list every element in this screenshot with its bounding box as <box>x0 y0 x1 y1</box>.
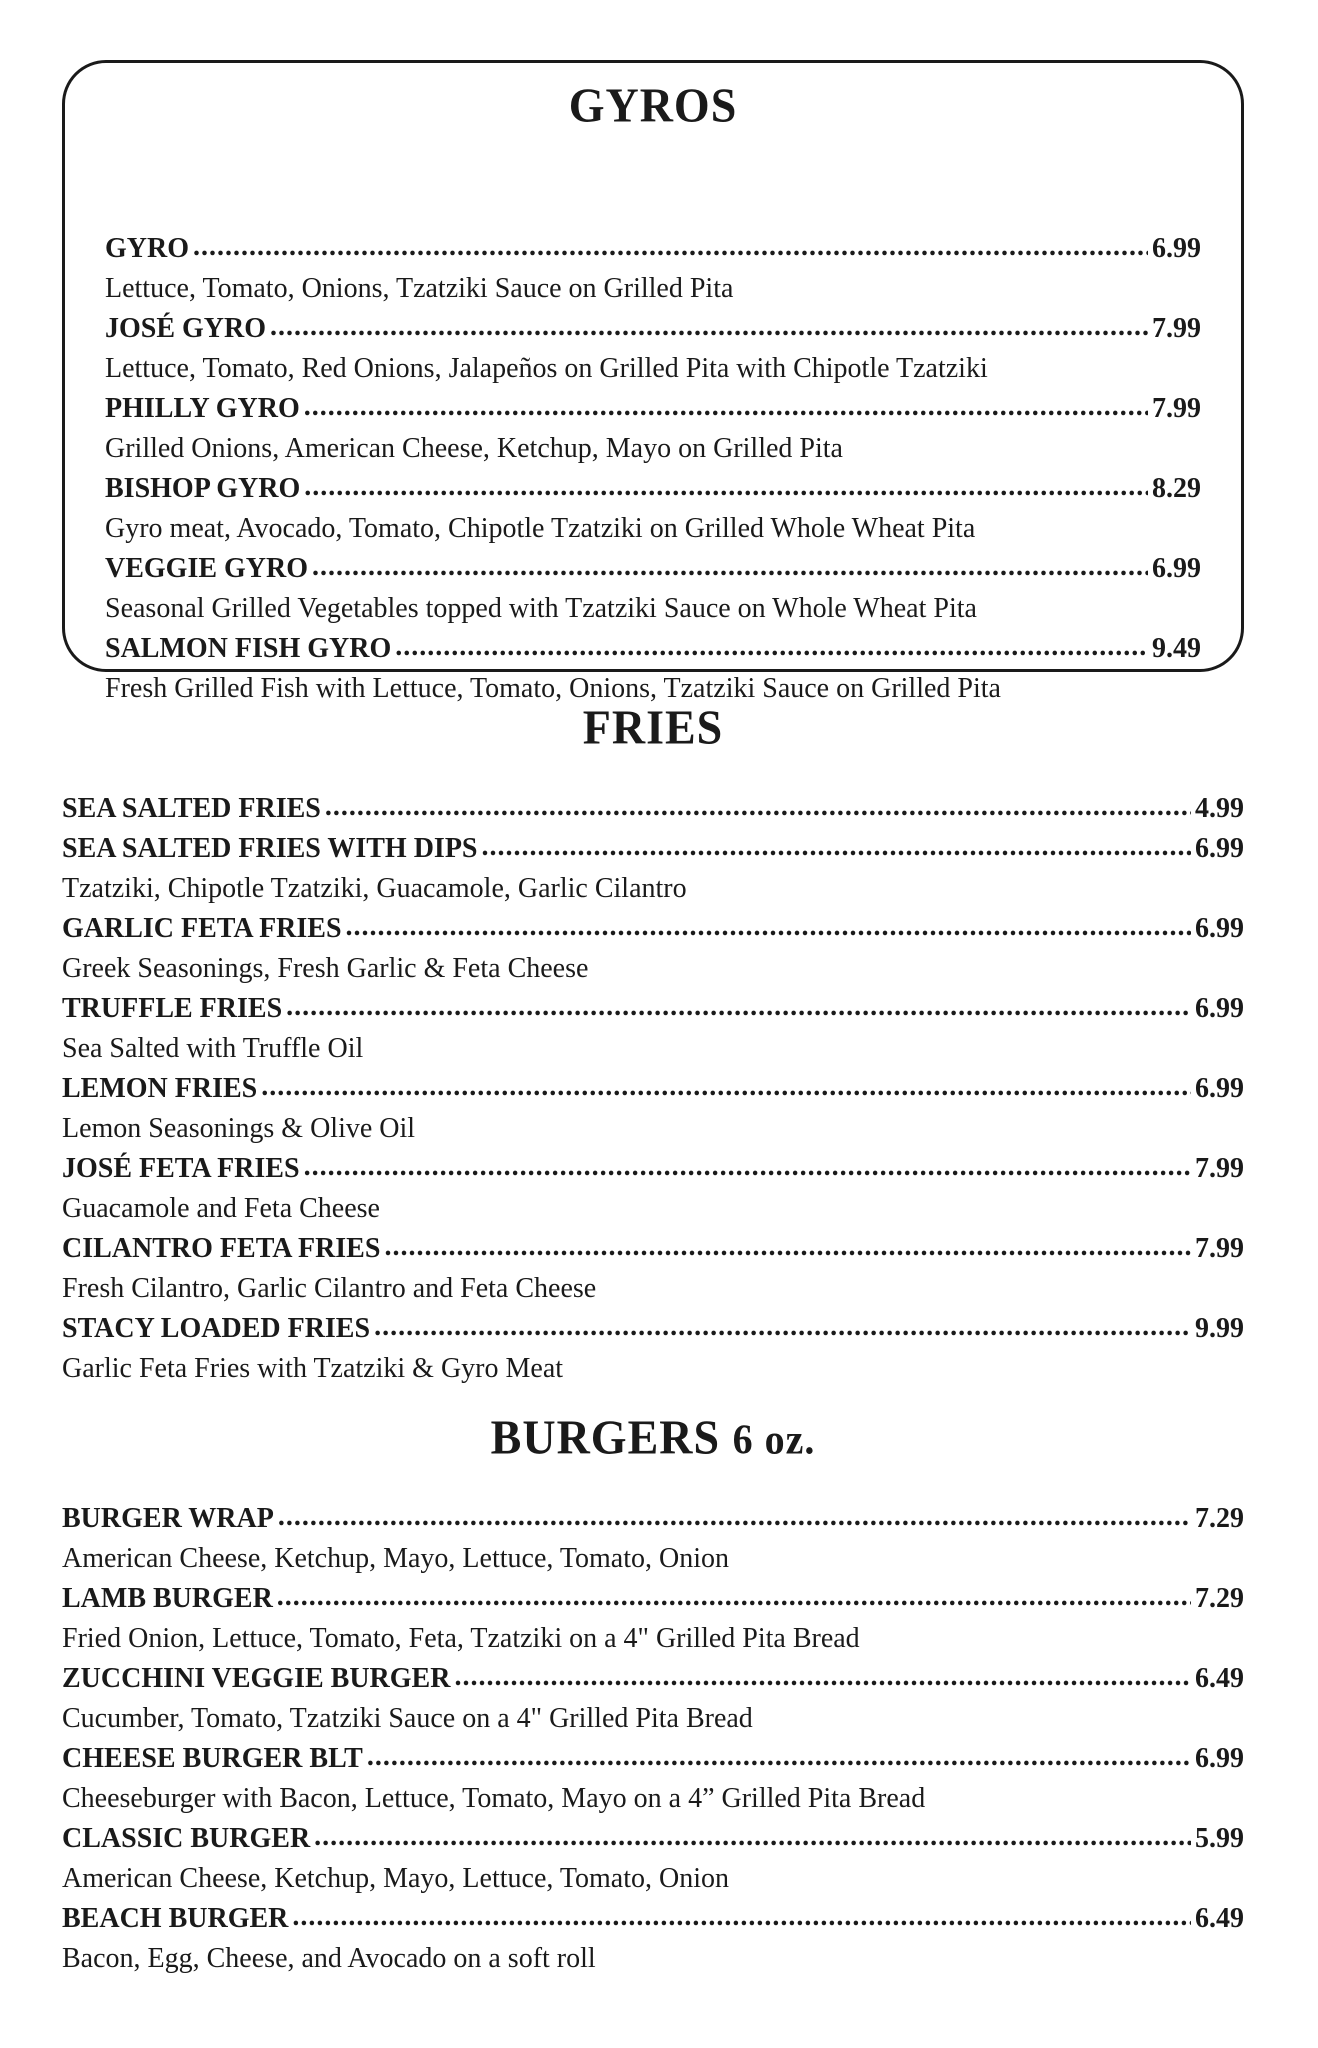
dot-leader <box>367 1737 1191 1777</box>
menu-item-row <box>105 549 1201 589</box>
item-name: ZUCCHINI VEGGIE BURGER <box>62 1663 451 1694</box>
item-price: 9.49 <box>1152 633 1201 664</box>
item-description: Fresh Grilled Fish with Lettuce, Tomato, Onions, Tzatziki Sauce on Grilled Pita <box>105 673 1001 704</box>
item-description: Greek Seasonings, Fresh Garlic & Feta Cheese <box>62 953 589 984</box>
item-name: CHEESE BURGER BLT <box>62 1743 363 1774</box>
burgers-title-text: BURGERS <box>490 1410 721 1464</box>
dot-leader <box>374 1307 1191 1347</box>
dot-leader <box>286 987 1191 1027</box>
dot-leader <box>384 1227 1191 1267</box>
burgers-title <box>62 1410 1244 1477</box>
item-price: 8.29 <box>1152 473 1201 504</box>
dot-leader <box>346 907 1191 947</box>
item-price: 7.99 <box>1152 393 1201 424</box>
item-description: American Cheese, Ketchup, Mayo, Lettuce, Tomato, Onion <box>62 1543 729 1574</box>
menu-item-row <box>62 1659 1244 1699</box>
item-name: GARLIC FETA FRIES <box>62 913 342 944</box>
item-name: GYRO <box>105 233 189 264</box>
burgers-subtitle: 6 oz. <box>732 1415 816 1463</box>
menu-item-row <box>105 629 1201 669</box>
burgers-section <box>62 1410 1244 1979</box>
item-description: Seasonal Grilled Vegetables topped with Tzatziki Sauce on Whole Wheat Pita <box>105 593 977 624</box>
dot-leader <box>304 1147 1191 1187</box>
item-price: 7.99 <box>1195 1153 1244 1184</box>
item-description: Lettuce, Tomato, Red Onions, Jalapeños on Grilled Pita with Chipotle Tzatziki <box>105 353 988 384</box>
item-description: Gyro meat, Avocado, Tomato, Chipotle Tzatziki on Grilled Whole Wheat Pita <box>105 513 976 544</box>
dot-leader <box>193 227 1148 267</box>
item-price: 6.99 <box>1195 1073 1244 1104</box>
item-name: CLASSIC BURGER <box>62 1823 311 1854</box>
menu-item-row <box>62 989 1244 1029</box>
burgers-items <box>62 1499 1244 1979</box>
dot-leader <box>325 787 1191 827</box>
item-price: 7.29 <box>1195 1583 1244 1614</box>
item-price: 6.99 <box>1195 993 1244 1024</box>
dot-leader <box>270 307 1148 347</box>
item-name: LEMON FRIES <box>62 1073 258 1104</box>
item-name: SALMON FISH GYRO <box>105 633 392 664</box>
item-price: 7.99 <box>1195 1233 1244 1264</box>
item-description: American Cheese, Ketchup, Mayo, Lettuce, Tomato, Onion <box>62 1863 729 1894</box>
menu-item-row <box>105 229 1201 269</box>
item-name: BEACH BURGER <box>62 1903 289 1934</box>
menu-item-row <box>62 1069 1244 1109</box>
menu-item-row <box>62 1899 1244 1939</box>
dot-leader <box>314 1817 1191 1857</box>
item-description: Cucumber, Tomato, Tzatziki Sauce on a 4" Grilled Pita Bread <box>62 1703 753 1734</box>
dot-leader <box>304 467 1148 507</box>
item-name: LAMB BURGER <box>62 1583 273 1614</box>
item-price: 7.99 <box>1152 313 1201 344</box>
item-name: BURGER WRAP <box>62 1503 274 1534</box>
menu-item-row <box>62 789 1244 829</box>
item-price: 6.99 <box>1152 233 1201 264</box>
dot-leader <box>482 827 1191 867</box>
item-price: 6.49 <box>1195 1663 1244 1694</box>
item-description: Lemon Seasonings & Olive Oil <box>62 1113 416 1144</box>
menu-item-row <box>62 1149 1244 1189</box>
menu-item-row <box>62 1739 1244 1779</box>
item-description: Sea Salted with Truffle Oil <box>62 1033 364 1064</box>
item-name: SEA SALTED FRIES <box>62 793 321 824</box>
item-price: 6.99 <box>1195 833 1244 864</box>
item-description: Tzatziki, Chipotle Tzatziki, Guacamole, Garlic Cilantro <box>62 873 687 904</box>
item-name: PHILLY GYRO <box>105 393 300 424</box>
item-description: Bacon, Egg, Cheese, and Avocado on a soft roll <box>62 1943 596 1974</box>
menu-item-row <box>62 1579 1244 1619</box>
item-price: 6.99 <box>1195 913 1244 944</box>
item-name: TRUFFLE FRIES <box>62 993 283 1024</box>
item-name: CILANTRO FETA FRIES <box>62 1233 381 1264</box>
menu-item-row <box>62 1229 1244 1269</box>
item-price: 4.99 <box>1195 793 1244 824</box>
item-description: Garlic Feta Fries with Tzatziki & Gyro Meat <box>62 1353 564 1384</box>
item-description: Guacamole and Feta Cheese <box>62 1193 380 1224</box>
menu-item-row <box>62 829 1244 869</box>
menu-item-row <box>62 1499 1244 1539</box>
item-name: JOSÉ FETA FRIES <box>62 1153 300 1184</box>
item-description: Fresh Cilantro, Garlic Cilantro and Feta Cheese <box>62 1273 597 1304</box>
item-description: Grilled Onions, American Cheese, Ketchup, Mayo on Grilled Pita <box>105 433 843 464</box>
item-price: 6.49 <box>1195 1903 1244 1934</box>
dot-leader <box>292 1897 1191 1937</box>
item-name: VEGGIE GYRO <box>105 553 309 584</box>
dot-leader <box>304 387 1148 427</box>
dot-leader <box>312 547 1148 587</box>
menu-item-row <box>62 1819 1244 1859</box>
item-name: STACY LOADED FRIES <box>62 1313 371 1344</box>
menu-item-row <box>105 469 1201 509</box>
item-name: SEA SALTED FRIES WITH DIPS <box>62 833 478 864</box>
fries-section <box>62 700 1244 1389</box>
item-price: 5.99 <box>1195 1823 1244 1854</box>
menu-item-row <box>62 1309 1244 1349</box>
gyros-items <box>105 229 1201 709</box>
dot-leader <box>454 1657 1191 1697</box>
dot-leader <box>261 1067 1191 1107</box>
item-description: Fried Onion, Lettuce, Tomato, Feta, Tzatziki on a 4" Grilled Pita Bread <box>62 1623 860 1654</box>
dot-leader <box>277 1577 1191 1617</box>
item-price: 7.29 <box>1195 1503 1244 1534</box>
item-description: Cheeseburger with Bacon, Lettuce, Tomato, Mayo on a 4” Grilled Pita Bread <box>62 1783 926 1814</box>
item-name: JOSÉ GYRO <box>105 313 267 344</box>
gyros-title: GYROS <box>568 78 738 132</box>
menu-item-row <box>105 389 1201 429</box>
item-price: 9.99 <box>1195 1313 1244 1344</box>
menu-item-row <box>62 909 1244 949</box>
item-name: BISHOP GYRO <box>105 473 301 504</box>
menu-item-row <box>105 309 1201 349</box>
dot-leader <box>278 1497 1191 1537</box>
item-price: 6.99 <box>1152 553 1201 584</box>
gyros-section <box>62 60 1244 704</box>
fries-title: FRIES <box>582 700 724 754</box>
item-description: Lettuce, Tomato, Onions, Tzatziki Sauce on Grilled Pita <box>105 273 734 304</box>
item-price: 6.99 <box>1195 1743 1244 1774</box>
fries-items <box>62 789 1244 1389</box>
dot-leader <box>395 627 1148 667</box>
